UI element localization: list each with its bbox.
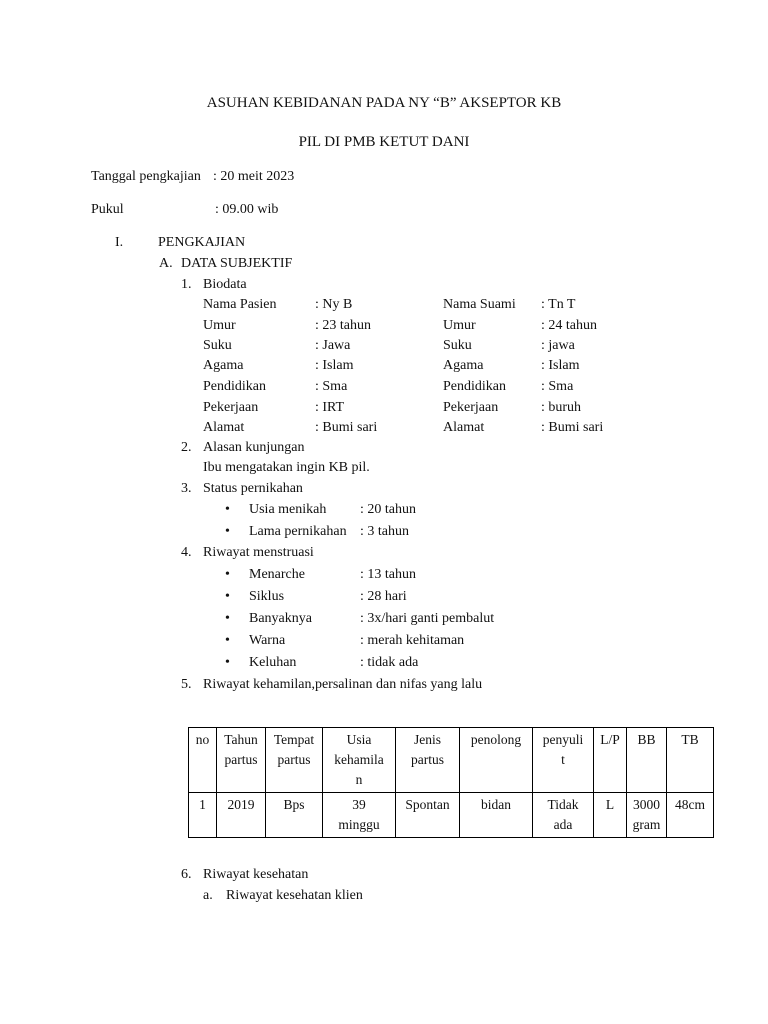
biodata-value: : 24 tahun [541, 318, 597, 333]
header-text: penolong [470, 732, 522, 747]
item-number: 6. [181, 867, 192, 882]
header-text: Usia [346, 732, 372, 747]
biodata-value: : Ny B [315, 297, 353, 312]
header-cell [667, 728, 714, 793]
header-text: Jenis [414, 732, 441, 747]
bullet-value: : 28 hari [360, 589, 407, 604]
pukul-label: Pukul [91, 202, 124, 217]
header-cell [323, 728, 396, 793]
header-text: partus [224, 752, 258, 767]
table-cell [533, 793, 594, 838]
header-cell [627, 728, 667, 793]
subsection-letter: A. [159, 256, 173, 271]
document-title-line2: PIL DI PMB KETUT DANI [298, 134, 470, 150]
header-text: t [561, 752, 565, 767]
biodata-label: Nama Suami [443, 297, 516, 312]
biodata-label: Alamat [443, 420, 485, 435]
header-cell [460, 728, 533, 793]
table-cell [594, 793, 627, 838]
item-label-riwayat-kehamilan: Riwayat kehamilan,persalinan dan nifas yang lalu [203, 677, 483, 692]
table-cell [627, 793, 667, 838]
bullet-label: • Menarche [249, 566, 305, 584]
subsection-title: DATA SUBJEKTIF [181, 256, 293, 271]
bullet-value: : 3 tahun [360, 524, 409, 539]
item-label-pernikahan: Status pernikahan [203, 481, 303, 496]
section-title: PENGKAJIAN [158, 235, 246, 250]
biodata-label: Pendidikan [203, 379, 266, 394]
cell-text: 1 [199, 797, 206, 812]
biodata-value: : Sma [541, 379, 574, 394]
bullet-value: : 13 tahun [360, 567, 416, 582]
header-text: Tahun [224, 732, 258, 747]
cell-text: 3000 [633, 797, 660, 812]
table-cell [217, 793, 266, 838]
biodata-label: Alamat [203, 420, 245, 435]
bullet-label: • Keluhan [249, 654, 296, 672]
cell-text: 48cm [675, 797, 705, 812]
biodata-value: : jawa [541, 338, 575, 353]
cell-text: Tidak [547, 797, 579, 812]
header-text: TB [681, 732, 699, 747]
bullet-value: : 3x/hari ganti pembalut [360, 611, 495, 626]
section-number: I. [115, 235, 124, 250]
cell-text: Spontan [405, 797, 450, 812]
riwayat-kehamilan-table [188, 727, 714, 838]
biodata-value: : Bumi sari [315, 420, 378, 435]
biodata-label: Umur [203, 318, 236, 333]
bullet-value: : merah kehitaman [360, 633, 465, 648]
tanggal-value: : 20 meit 2023 [213, 169, 295, 184]
biodata-value: : 23 tahun [315, 318, 371, 333]
bullet-value: : 20 tahun [360, 502, 416, 517]
biodata-value: : Bumi sari [541, 420, 604, 435]
biodata-label: Agama [203, 358, 244, 373]
header-text: partus [411, 752, 444, 767]
table-cell [189, 793, 217, 838]
table-row [189, 793, 714, 838]
biodata-value: : Islam [541, 358, 580, 373]
header-cell [594, 728, 627, 793]
item-label-riwayat-kesehatan: Riwayat kesehatan [203, 867, 309, 882]
header-text: BB [637, 732, 656, 747]
biodata-value: : buruh [541, 400, 582, 415]
item-number: 1. [181, 277, 192, 292]
pukul-value: : 09.00 wib [215, 202, 279, 217]
bullet-label: • Lama pernikahan [249, 523, 347, 541]
bullet-label: • Usia menikah [249, 501, 326, 519]
header-cell [396, 728, 460, 793]
table-cell [266, 793, 323, 838]
biodata-value: : Islam [315, 358, 354, 373]
table-cell [323, 793, 396, 838]
table-cell [667, 793, 714, 838]
header-text: no [195, 732, 210, 747]
biodata-value: : IRT [315, 400, 345, 415]
bullet-label: • Banyaknya [249, 610, 312, 628]
cell-text: 39 [352, 797, 366, 812]
biodata-label: Suku [203, 338, 232, 353]
header-text: partus [277, 752, 311, 767]
biodata-label: Pekerjaan [443, 400, 499, 415]
item-label-alasan: Alasan kunjungan [203, 440, 305, 455]
bullet-label: • Siklus [249, 588, 284, 606]
header-cell [189, 728, 217, 793]
document-title-line1: ASUHAN KEBIDANAN PADA NY “B” AKSEPTOR KB [206, 95, 562, 111]
item-number: 3. [181, 481, 192, 496]
biodata-label: Umur [443, 318, 476, 333]
biodata-value: : Tn T [541, 297, 576, 312]
alasan-text: Ibu mengatakan ingin KB pil. [203, 460, 370, 475]
cell-text: bidan [481, 797, 511, 812]
cell-text: minggu [338, 817, 380, 832]
item-label-biodata: Biodata [203, 277, 247, 292]
cell-text: L [605, 797, 615, 812]
biodata-label: Pendidikan [443, 379, 506, 394]
item-number: 2. [181, 440, 192, 455]
bullet-label: • Warna [249, 632, 285, 650]
item-label-menstruasi: Riwayat menstruasi [203, 545, 314, 560]
item-number: 5. [181, 677, 192, 692]
cell-text: 2019 [227, 797, 255, 812]
table-header-row [189, 728, 714, 793]
header-cell [533, 728, 594, 793]
bullet-value: : tidak ada [360, 655, 419, 670]
subitem-letter: a. [203, 888, 213, 903]
item-number: 4. [181, 545, 192, 560]
header-cell [217, 728, 266, 793]
header-text: L/P [600, 732, 620, 747]
header-text: Tempat [273, 732, 315, 747]
biodata-label: Pekerjaan [203, 400, 259, 415]
header-cell [266, 728, 323, 793]
subitem-label-kesehatan-klien: Riwayat kesehatan klien [226, 888, 363, 903]
header-text: n [355, 772, 363, 787]
tanggal-label: Tanggal pengkajian [91, 169, 201, 184]
cell-text: ada [553, 817, 573, 832]
header-text: penyuli [542, 732, 584, 747]
cell-text: gram [632, 817, 661, 832]
header-text: kehamila [334, 752, 384, 767]
biodata-label: Suku [443, 338, 472, 353]
table-cell [460, 793, 533, 838]
biodata-value: : Sma [315, 379, 348, 394]
cell-text: Bps [283, 797, 305, 812]
biodata-value: : Jawa [315, 338, 351, 353]
biodata-label: Agama [443, 358, 484, 373]
biodata-label: Nama Pasien [203, 297, 277, 312]
table-cell [396, 793, 460, 838]
